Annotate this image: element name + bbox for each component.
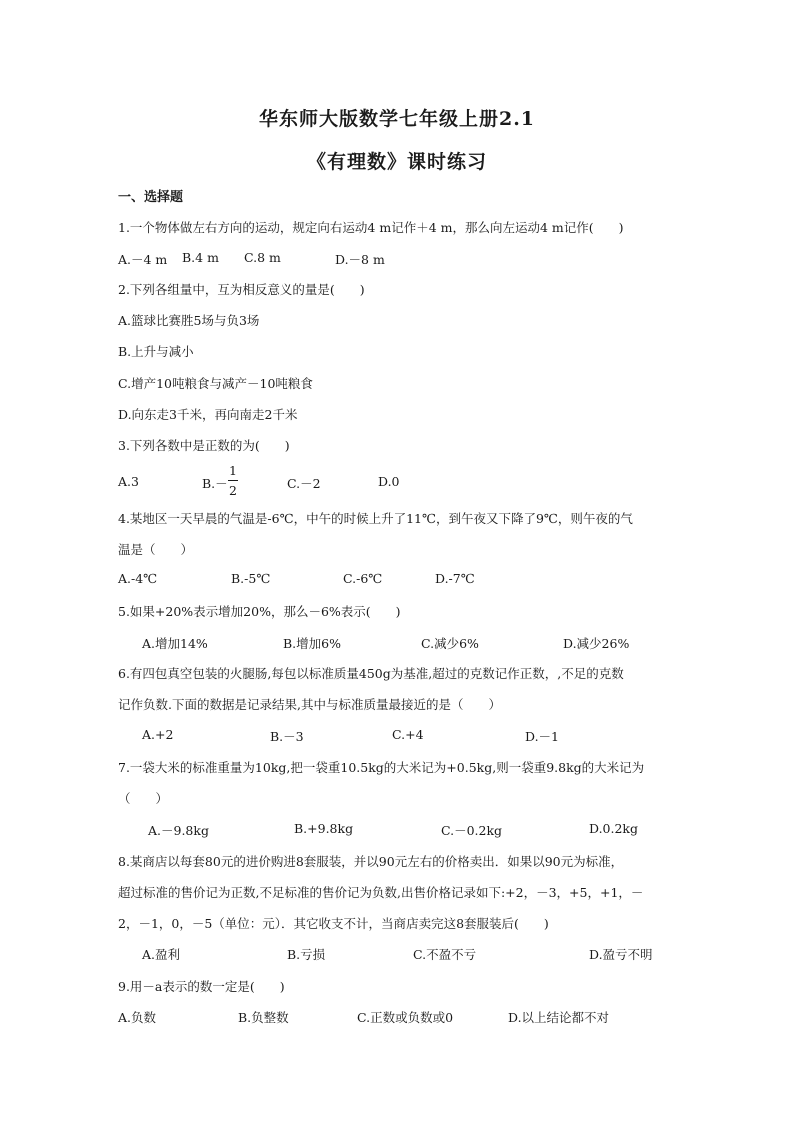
- fraction-numerator: 1: [229, 463, 237, 478]
- question-7-option-d: D.0.2kg: [589, 821, 639, 836]
- question-5-option-a: A.增加14%: [142, 636, 208, 651]
- question-3-option-c: C.－2: [287, 476, 321, 491]
- question-7-stem-line-1: 7.一袋大米的标准重量为10kg,把一袋重10.5kg的大米记为+0.5kg,则一袋重9.8kg的大米记为: [118, 760, 645, 775]
- question-4-stem-line-1: 4.某地区一天早晨的气温是-6℃，中午的时候上升了11℃，到午夜又下降了9℃，则午夜的气: [118, 511, 633, 526]
- question-4-option-b: B.-5℃: [231, 571, 271, 586]
- question-8-stem-line-1: 8.某商店以每套80元的进价购进8套服装，并以90元左右的价格卖出．如果以90元为标准，: [118, 854, 624, 869]
- fraction-bar: [228, 480, 238, 481]
- question-1-stem: 1.一个物体做左右方向的运动，规定向右运动4 m记作＋4 m，那么向左运动4 m记作( ): [118, 220, 624, 235]
- question-7-option-a: A.－9.8kg: [148, 823, 209, 838]
- question-1-option-c: C.8 m: [244, 250, 281, 265]
- title-line-2: 《有理数》课时练习: [306, 151, 487, 173]
- question-9-option-c: C.正数或负数或0: [357, 1010, 454, 1025]
- question-3-option-b: B.－: [202, 476, 228, 491]
- question-7-option-b: B.+9.8kg: [294, 821, 354, 836]
- question-2-option-a: A.篮球比赛胜5场与负3场: [118, 313, 260, 328]
- question-2-option-d: D.向东走3千米，再向南走2千米: [118, 407, 298, 422]
- question-6-stem-line-2: 记作负数.下面的数据是记录结果,其中与标准质量最接近的是（ ）: [118, 697, 501, 712]
- question-4-option-c: C.-6℃: [343, 571, 383, 586]
- question-4-option-a: A.-4℃: [118, 571, 158, 586]
- question-6-option-c: C.+4: [392, 727, 424, 742]
- question-6-option-b: B.－3: [270, 729, 304, 744]
- question-1-option-d: D.－8 m: [335, 252, 385, 267]
- question-8-option-d: D.盈亏不明: [589, 947, 653, 962]
- question-5-option-d: D.减少26%: [563, 636, 630, 651]
- question-6-stem-line-1: 6.有四包真空包装的火腿肠,每包以标准质量450g为基准,超过的克数记作正数，,不足的克数: [118, 666, 624, 681]
- question-2-option-b: B.上升与减小: [118, 344, 194, 359]
- question-3-option-a: A.3: [118, 474, 139, 489]
- question-9-option-a: A.负数: [118, 1010, 157, 1025]
- question-4-stem-line-2: 温是（ ）: [118, 542, 194, 557]
- question-1-option-b: B.4 m: [182, 250, 219, 265]
- question-5-option-b: B.增加6%: [283, 636, 341, 651]
- question-8-option-b: B.亏损: [287, 947, 326, 962]
- question-7-stem-line-2: （ ）: [118, 791, 169, 806]
- question-5-stem: 5.如果+20%表示增加20%，那么－6%表示( ): [118, 604, 401, 619]
- question-9-stem: 9.用－a表示的数一定是( ): [118, 979, 285, 994]
- question-8-option-c: C.不盈不亏: [413, 947, 477, 962]
- question-7-option-c: C.－0.2kg: [441, 823, 503, 838]
- question-3-stem: 3.下列各数中是正数的为( ): [118, 438, 290, 453]
- question-9-option-b: B.负整数: [238, 1010, 289, 1025]
- question-2-option-c: C.增产10吨粮食与减产－10吨粮食: [118, 376, 313, 391]
- question-8-option-a: A.盈利: [142, 947, 181, 962]
- question-1-option-a: A.－4 m: [118, 252, 168, 267]
- question-6-option-d: D.－1: [525, 729, 560, 744]
- question-6-option-a: A.+2: [142, 727, 174, 742]
- question-4-option-d: D.-7℃: [435, 571, 475, 586]
- question-2-stem: 2.下列各组量中，互为相反意义的量是( ): [118, 282, 365, 297]
- question-8-stem-line-3: 2，－1，0，－5（单位：元）．其它收支不计，当商店卖完这8套服装后( ): [118, 916, 549, 931]
- question-5-option-c: C.减少6%: [421, 636, 479, 651]
- title-line-1: 华东师大版数学七年级上册2.1: [258, 108, 536, 130]
- question-9-option-d: D.以上结论都不对: [508, 1010, 610, 1025]
- section-heading: 一、选择题: [118, 190, 184, 205]
- question-3-option-d: D.0: [378, 474, 400, 489]
- question-8-stem-line-2: 超过标准的售价记为正数,不足标准的售价记为负数,出售价格记录如下:+2，－3，+5，+1，－: [118, 885, 644, 900]
- fraction-denominator: 2: [229, 483, 237, 498]
